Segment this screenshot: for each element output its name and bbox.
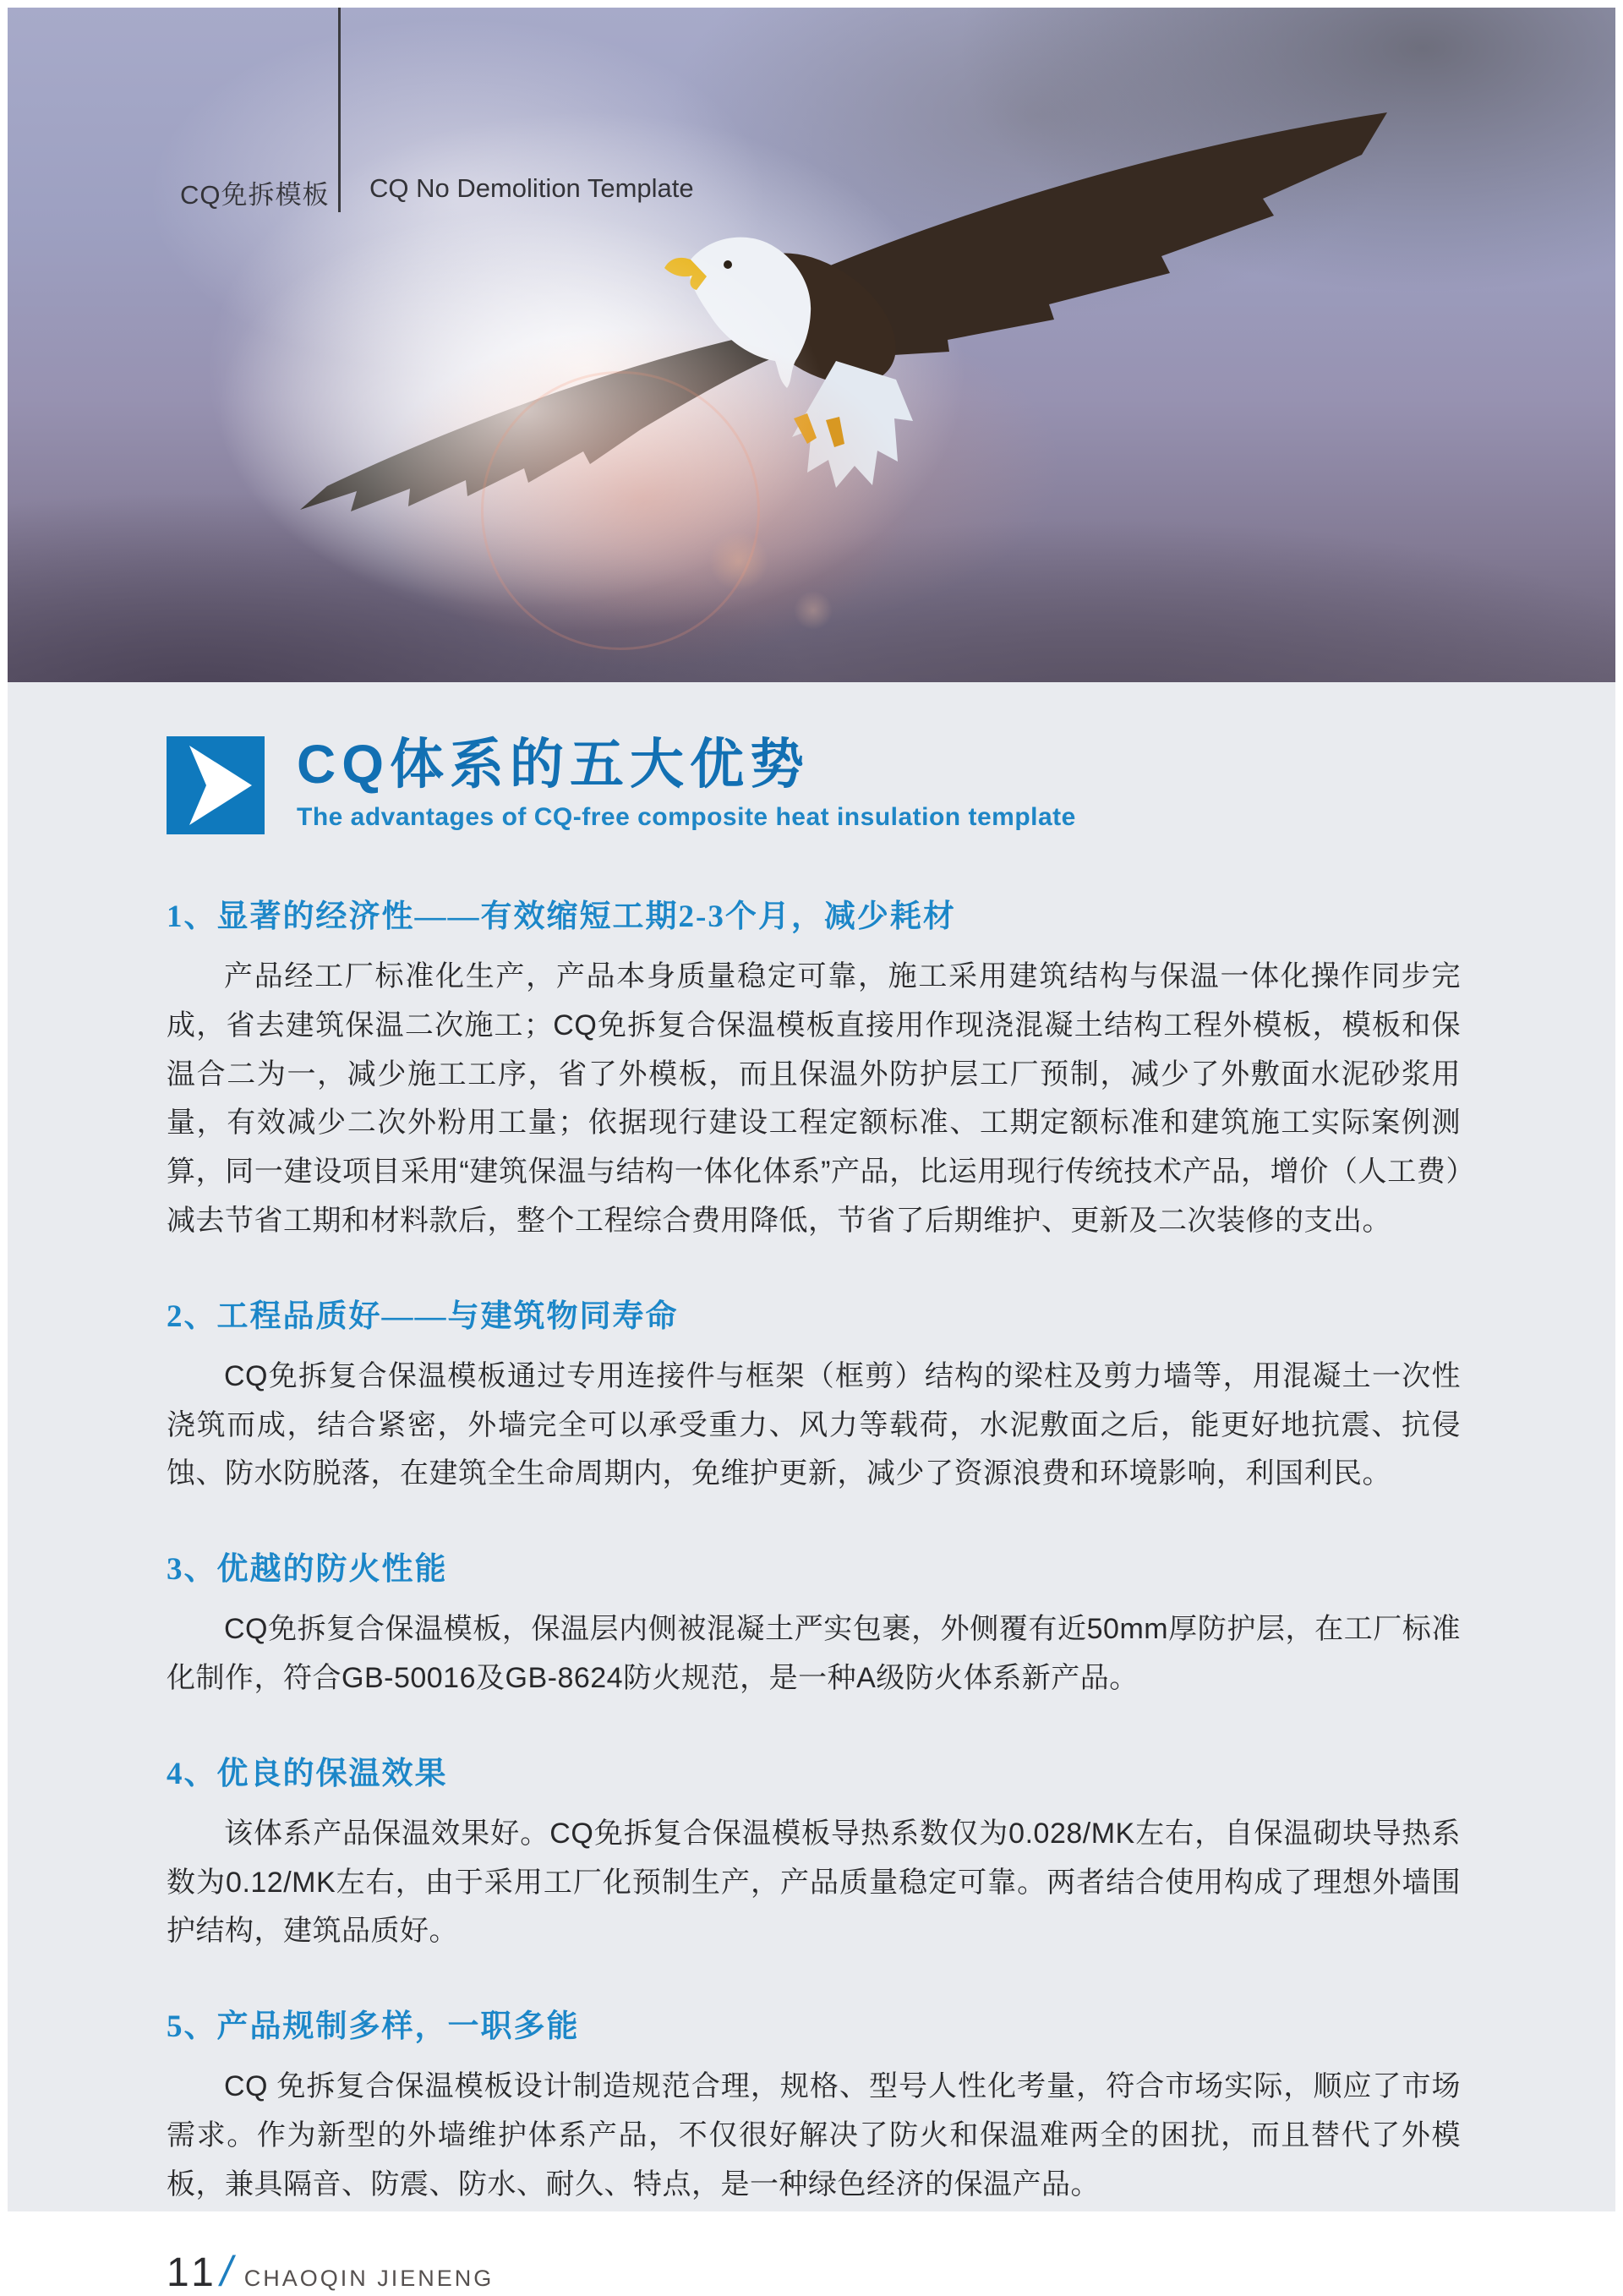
section-5-heading: 5、产品规制多样，一职多能 [167, 2009, 580, 2045]
section-2-body: CQ免拆复合保温模板通过专用连接件与框架（框剪）结构的梁柱及剪力墙等，用混凝土一次性浇筑而成，结合紧密，外墙完全可以承受重力、风力等载荷，水泥敷面之后，能更好地抗震、抗侵蚀、防水防脱落，在建筑全生命周期内，免维护更新，减少了资源浪费和环境影响，利国利民。 [167, 1359, 1461, 1490]
page-number: 11 [167, 2250, 219, 2295]
arrow-right-icon [167, 736, 265, 834]
section-title-block [167, 736, 1461, 834]
brand-name: CHAOQIN JIENENG [243, 2265, 495, 2291]
page-number-slash: / [220, 2247, 232, 2295]
section-5-body: CQ 免拆复合保温模板设计制造规范合理，规格、型号人性化考量，符合市场实际，顺应了市场需求。作为新型的外墙维护体系产品，不仅很好解决了防火和保温难两全的困扰，而且替代了外模板，兼具隔音、防震、防水、耐久、特点，是一种绿色经济的保温产品。 [167, 2070, 1461, 2200]
section-1-body: 产品经工厂标准化生产，产品本身质量稳定可靠，施工采用建筑结构与保温一体化操作同步完成，省去建筑保温二次施工；CQ免拆复合保温模板直接用作现浇混凝土结构工程外模板，模板和保温合二为一，减少施工工序，省了外模板，而且保温外防护层工厂预制，减少了外敷面水泥砂浆用量，有效减少二次外粉用工量；依据现行建设工程定额标准、工期定额标准和建筑施工实际案例测算，同一建设项目采用“建筑保温与结构一体化体系”产品，比运用现行传统技术产品，增价（人工费）减去节省工期和材料款后，整个工程综合费用降低，节省了后期维护、更新及二次装修的支出。 [167, 960, 1461, 1237]
page-title: CQ体系的五大优势 [297, 734, 810, 795]
section-4-heading: 4、优良的保温效果 [167, 1756, 448, 1791]
section-3-heading: 3、优越的防火性能 [167, 1552, 448, 1588]
page-footer [167, 2247, 1461, 2296]
section-3-body: CQ免拆复合保温模板，保温层内侧被混凝土严实包裹，外侧覆有近50mm厚防护层，在工厂标准化制作，符合GB-50016及GB-8624防火规范，是一种A级防火体系新产品。 [167, 1613, 1461, 1694]
brochure-page [8, 8, 1615, 2295]
section-4-body: 该体系产品保温效果好。CQ免拆复合保温模板导热系数仅为0.028/MK左右，自保温砌块导热系数为0.12/MK左右，由于采用工厂化预制生产，产品质量稳定可靠。两者结合使用构成了理想外墙围护结构，建筑品质好。 [167, 1817, 1461, 1948]
header-title-en: CQ No Demolition Template [369, 173, 694, 203]
eagle-icon [244, 38, 1402, 520]
page-subtitle: The advantages of CQ-free composite heat insulation template [297, 803, 1076, 832]
hero-sky-photo [8, 8, 1615, 682]
title-texts [297, 736, 1076, 832]
content-area [8, 682, 1615, 2295]
section-2-heading: 2、工程品质好——与建筑物同寿命 [167, 1298, 679, 1334]
header-title-zh: CQ免拆模板 [180, 180, 330, 210]
lens-flare-dot [709, 532, 768, 591]
lens-flare-dot [794, 591, 833, 630]
section-1-heading: 1、显著的经济性——有效缩短工期2-3个月，减少耗材 [167, 899, 956, 934]
